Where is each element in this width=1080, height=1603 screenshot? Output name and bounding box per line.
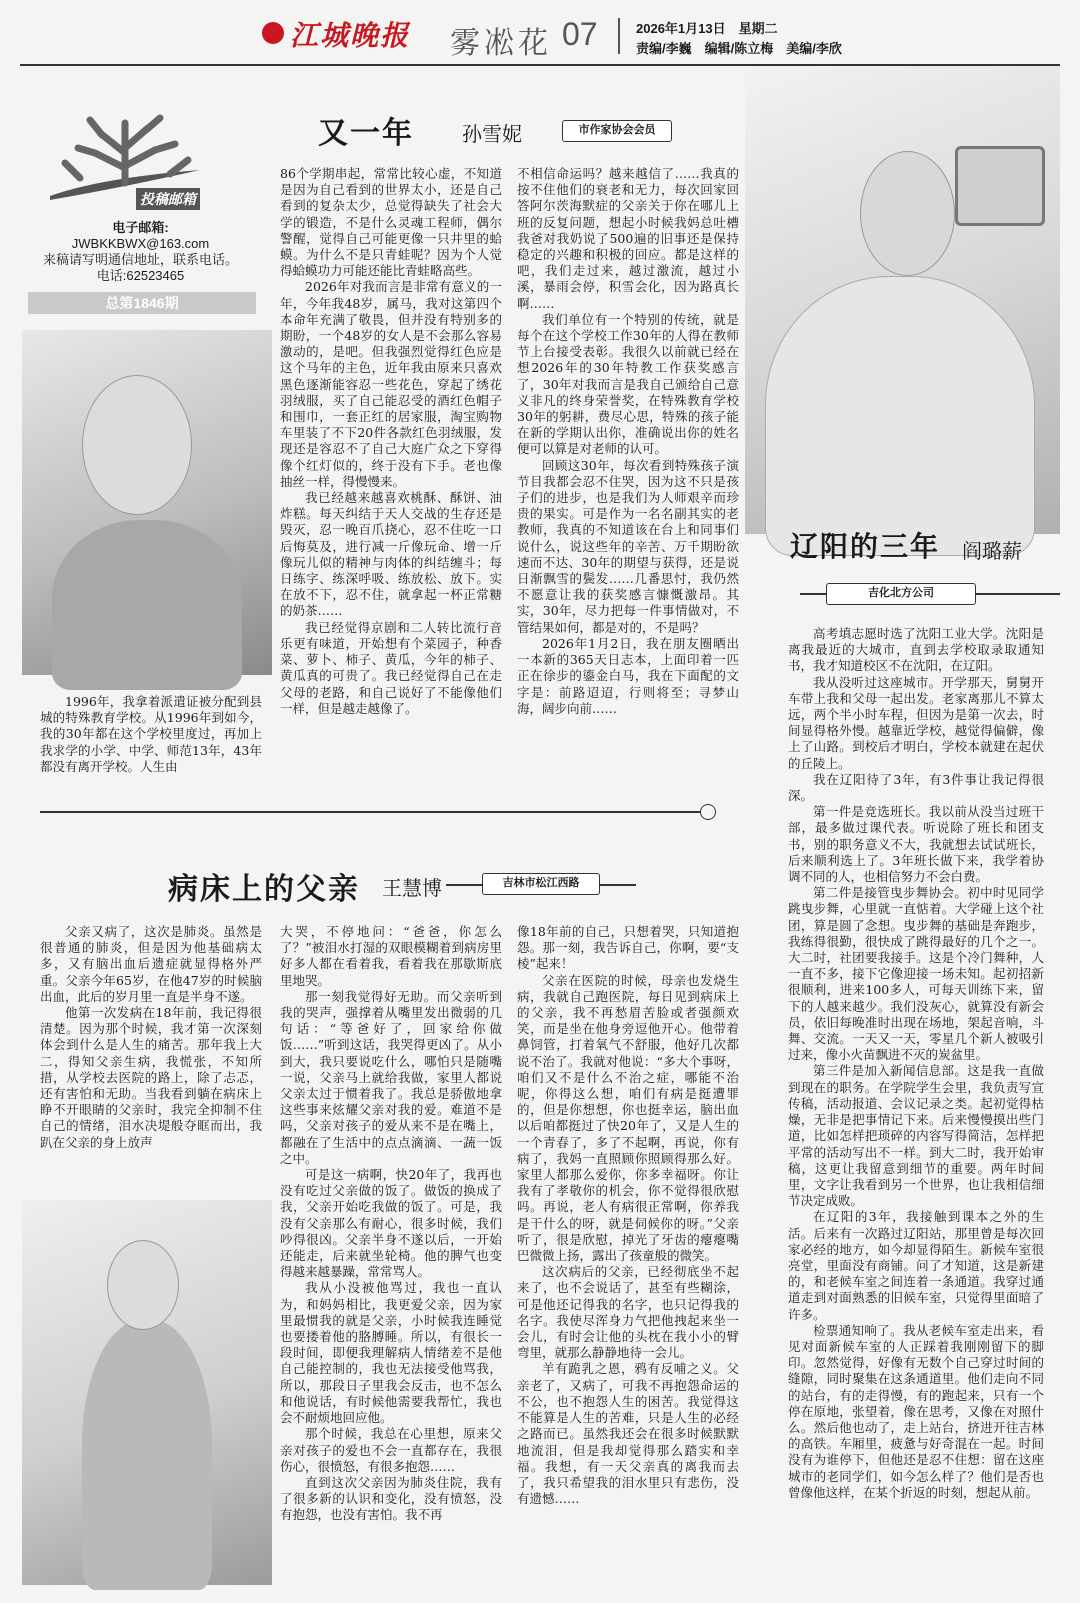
tv-set <box>955 146 1045 226</box>
portrait-face <box>107 1240 179 1330</box>
paragraph: 我已经越来越喜欢桃酥、酥饼、油炸糕。每天纠结于天人交战的生存还是毁灭，忍一晚百爪挠心，忍不住吃一口后悔莫及，进行减一斤像玩命、增一斤像玩儿似的精神与肉体的纠结缠斗；每日练字、练深呼吸、练放松、放下。实在放不下，忍不住，就拿起一杯正常糖的奶茶…… <box>280 490 502 619</box>
divider-circle-icon <box>700 804 716 820</box>
paragraph: 父亲又病了，这次是肺炎。虽然是很普通的肺炎，但是因为他基础病太多，又有脑出血后遗症就显得格外严重。父亲今年65岁，在他47岁的时候脑出血，此后的岁月里一直是半身不遂。 <box>40 924 262 1004</box>
author-tag: 市作家协会会员 <box>562 120 672 142</box>
article-column-1 <box>280 166 502 796</box>
article-column <box>788 626 1044 1586</box>
paragraph: 我从小没被他骂过，我也一直认为，和妈妈相比，我更爱父亲，因为家里最惯我的就是父亲，小时候我连睡觉也要搂着他的胳膊睡。所以，有很长一段时间，即便我理解病人情绪差不是他自己能控制的，我也无法接受他骂我，所以，那段日子里我会反击，也不怎么和他说话，有时候他需要我帮忙，我也会不耐烦地回应他。 <box>280 1280 502 1426</box>
paragraph: 我在辽阳待了3年，有3件事让我记得很深。 <box>788 771 1044 804</box>
paragraph: 第三件是加入新闻信息部。这是我一直做到现在的职务。在学院学生会里，我负责写宣传稿，活动报道、会议记录之类。起初觉得枯燥，无非是把事情记下来。后来慢慢摸出些门道，比如怎样把琐碎的内容写得简洁，怎样把平常的活动写出不一样。到大二时，我开始审稿，这更让我留意到细节的重要。两年时间里，文字让我看到另一个世界，也让我相信细节决定成败。 <box>788 1063 1044 1209</box>
issue-date: 2026年1月13日 星期二 <box>636 21 778 36</box>
paragraph: 我已经觉得京剧和二人转比流行音乐更有味道，开始想有个菜园子，种香菜、萝卜、柿子、黄瓜，今年的柿子、黄瓜真的可贵了。我已经觉得自己在走父母的老路，和自己说好了不能像他们一样，但是越走越像了。 <box>280 619 502 716</box>
paragraph: 大哭，不停地问：“爸爸，你怎么了？”被泪水打湿的双眼模糊着到病房里好多人都在看着我，看着我在那歇斯底里地哭。 <box>280 924 502 988</box>
portrait-body <box>52 520 242 690</box>
section-divider <box>40 811 710 813</box>
paragraph: 第二件是接管曳步舞协会。初中时见同学跳曳步舞，心里就一直惦着。大学碰上这个社团，算是圆了念想。曳步舞的基础是奔跑步，我练得很勤，很快成了跳得最好的几个之一。大二时，社团要我接手。这是个冷门舞种，人一直不多，接下它像迎接一场未知。起初招新很顺利，进来100多人，可每天训练下来，留下的人越来越少。我们没灰心，就算没有新会员，依旧每晚准时出现在场地，架起音响，斗舞、交流。一天又一天，零星几个新人被吸引过来，像小火苗飘进不灭的炭盆里。 <box>788 885 1044 1063</box>
author-portrait-wang <box>22 1200 272 1585</box>
portrait-face <box>860 151 955 276</box>
portrait-face <box>82 375 192 515</box>
article-column-2 <box>517 166 739 796</box>
paragraph: 检票通知响了。我从老候车室走出来，看见对面新候车室的人正踩着我刚刚留下的脚印。忽然觉得，好像有无数个自己穿过时间的缝隙，同时聚集在这条通道里。他们走向不同的站台，有的走得慢，有的跑起来，只有一个停在原地，张望着，像在思考，又像在对照什么。然后他也动了，走上站台，挤进开往吉林的高铁。车厢里，疲惫与好奇混在一起。时间没有为谁停下，但他还是忍不住想：留在这座城市的老同学们，如今怎么样了？他们是否也曾像他这样，在某个折返的时刻，想起从前。 <box>788 1322 1044 1500</box>
portrait-body <box>82 1320 212 1590</box>
masthead <box>0 0 1080 66</box>
article-column-1 <box>40 924 262 1150</box>
paragraph: 我从没听过这座城市。开学那天，舅舅开车带上我和父母一起出发。老家离那儿不算太远，两个半小时车程，但因为是第一次去，时间显得格外慢。越靠近学校，越觉得偏僻，像上了山路。到校后才明白，学校本就建在起伏的丘陵上。 <box>788 674 1044 771</box>
article-column-2 <box>280 924 502 1584</box>
paragraph: 他第一次发病在18年前，我记得很清楚。因为那个时候，我才第一次深刻体会到什么是人生的痛苦。那年我上大二，得知父亲生病，我慌张，不知所措，从学校去医院的路上，除了忐忑，还有害怕和无助。当我看到躺在病床上睁不开眼睛的父亲时，我完全抑制不住自己的情绪，泪水决堤般夺眶而出，我趴在父亲的身上放声 <box>40 1005 262 1150</box>
lead-paragraph: 1996年，我拿着派遣证被分配到县城的特殊教育学校。从1996年到如今，我的30年都在这个学校里度过，再加上我求学的小学、中学、师范13年，43年都没有离开学校。人生由 <box>40 694 262 774</box>
paragraph: 第一件是竞选班长。我以前从没当过班干部，最多做过课代表。听说除了班长和团支书，别的职务意义不大，我就想去试试班长，后来顺利选上了。3年班长做下来，我学着协调不同的人，也相信努力不会白费。 <box>788 804 1044 885</box>
paragraph: 不相信命运吗？越来越信了……我真的按不住他们的衰老和无力，每次回家回答阿尔茨海默症的父亲关于你在哪儿上班的反复问题，想起小时候我妈总吐槽我爸对我奶说了500遍的旧事还是保持稳定的兴趣和积极的回应。都是这样的吧，我们走过来，越过激流，越过小溪，暴雨会停，积雪会化，因为路真长啊…… <box>517 166 739 311</box>
paragraph: 像18年前的自己，只想着哭，只知道抱怨。那一刻，我告诉自己，你啊，要“支棱”起来！ <box>517 924 739 972</box>
paragraph: 高考填志愿时选了沈阳工业大学。沈阳是离我最近的大城市，直到去学校取录取通知书，我才知道校区不在沈阳，在辽阳。 <box>788 626 1044 674</box>
author-tag: 吉化北方公司 <box>826 583 976 605</box>
paragraph: 这次病后的父亲，已经彻底坐不起来了，也不会说话了，甚至有些糊涂，可是他还记得我的名字，也只记得我的名字。我使尽浑身力气把他拽起来坐一会儿，有时会让他的头枕在我小小的臂弯里，就那么静静地待一会儿。 <box>517 1264 739 1361</box>
editors: 责编/李巍 编辑/陈立梅 美编/李欣 <box>636 41 842 56</box>
paragraph: 父亲在医院的时候，母亲也发烧生病，我就自己跑医院，每日见到病床上的父亲，我不再愁眉苦脸或者强颜欢笑，而是坐在他身旁逗他开心。他带着鼻饲管，打着氧气不舒服，他好几次都说不治了。我就对他说：“多大个事呀，咱们又不是什么不治之症，哪能不治呢，你得这么想，咱们有病是挺遭罪的，但是你想想，你也挺幸运，脑出血以后咱都挺过了快20年了，又是人生的一个青春了，多了不起啊，再说，你有病了，我妈一直照顾你照顾得那么好。家里人都那么爱你，你多幸福呀。你让我有了孝敬你的机会，你不觉得很欣慰吗。再说，老人有病很正常啊，你养我是干什么的呀，就是伺候你的呀。”父亲听了，很是欣慰，掉光了牙齿的瘪瘪嘴巴微微上扬，露出了孩童般的微笑。 <box>517 972 739 1264</box>
article-title: 辽阳的三年 <box>790 530 941 563</box>
author-portrait-sun <box>22 330 272 675</box>
paragraph: 那一刻我觉得好无助。而父亲听到我的哭声，强撑着从嘴里发出微弱的几句话：“等爸好了，回家给你做饭……”听到这话，我哭得更凶了。从小到大，我只要说吃什么，哪怕只是随嘴一说，父亲马上就给我做，家里人都说父亲太过于惯着我了。我总是骄傲地拿这些事来炫耀父亲对我的爱。难道不是吗，父亲对孩子的爱从来不是在嘴上，都融在了生活中的点点滴滴、一蔬一饭之中。 <box>280 988 502 1166</box>
paragraph: 直到这次父亲因为肺炎住院，我有了很多新的认识和变化，没有愤怒，没有抱怨，也没有害怕。我不再 <box>280 1474 502 1523</box>
author-portrait-yan <box>745 66 1060 534</box>
paragraph: 回顾这30年，每次看到特殊孩子演节目我都会忍不住哭，因为这不只是孩子们的进步，也是我们为人师艰辛而珍贵的果实。可是作为一名名副其实的老教师，我真的不知道该在台上和同事们说什么，说这些年的辛苦、万千期盼欲速而不达、30年的期望与获得，还是说日渐飘雪的鬓发……几番思忖，我仍然不愿意让我的获奖感言慷慨激昂。其实，30年，尽力把每一件事情做对，不管结果如何，都是对的，不是吗？ <box>517 457 739 635</box>
article-column-3 <box>517 924 739 1584</box>
article-author: 王慧博 <box>382 876 442 900</box>
section-name: 雾凇花 <box>450 26 552 61</box>
article-author: 阎璐薪 <box>962 539 1022 563</box>
email-address: JWBKKBWX@163.com <box>71 236 210 251</box>
paragraph: 2026年对我而言是非常有意义的一年，今年我48岁，属马，我对这第四个本命年充满了敬畏，但并没有特别多的期盼，一个48岁的女人是不会那么容易激动的，是吧。但我强烈觉得红色应是这个马年的主色，近年我由原来只喜欢黑色逐渐能容忍一些花色，穿起了绣花羽绒服，买了自己能忍受的酒红色帽子和围巾，一套正红的居家服，淘宝购物车里装了不下20件各款红色羽绒服，发现还是容忍不了自己大庭广众之下穿得像个红灯似的，终于没有下手。老也像抽丝一样，得慢慢来。 <box>280 279 502 489</box>
article-title: 又一年 <box>318 116 414 151</box>
portrait-body <box>765 276 1035 556</box>
paragraph: 那个时候，我总在心里想，原来父亲对孩子的爱也不会一直都存在，我很伤心，很愤怒，有很多抱怨…… <box>280 1426 502 1474</box>
contact-info <box>28 220 253 284</box>
issue-number: 总第1846期 <box>28 292 256 314</box>
paragraph: 2026年1月2日，我在朋友圈晒出一本新的365天日志本，上面印着一匹正在徐步的鎏金白马，我在下面配的文字是：前路迢迢，行则将至；寻梦山海，阔步向前…… <box>517 635 739 716</box>
paragraph: 我们单位有一个特别的传统，就是每个在这个学校工作30年的人得在教师节上台接受表彰。我很久以前就已经在想2026年的30年特教工作获奖感言了，30年对我而言是我自己颁给自己意义非凡的终身荣誉奖，在特殊教育学校30年的躬耕，费尽心思，特殊的孩子能在新的学期认出你，准确说出你的姓名便可以算是对老师的认可。 <box>517 311 739 457</box>
article-author: 孙雪妮 <box>462 122 522 146</box>
article-title: 病床上的父亲 <box>168 872 360 907</box>
brand-logo-icon <box>262 22 284 44</box>
email-label: 电子邮箱: <box>112 220 169 235</box>
mailbox-title: 投稿邮箱 <box>136 188 200 210</box>
paragraph: 可是这一病啊，快20年了，我再也没有吃过父亲做的饭了。做饭的换成了我，父亲开始吃我做的饭了。可是，我没有父亲那么有耐心，很多时候，我们吵得很凶。父亲半身不遂以后，一开始还能走，后来就坐轮椅。他的脾气也变得越来越暴躁，常常骂人。 <box>280 1167 502 1280</box>
article-lead <box>40 694 262 794</box>
masthead-divider <box>618 18 620 54</box>
submission-note: 来稿请写明通信地址，联系电话。 <box>42 252 238 267</box>
paragraph: 羊有跪乳之恩，鸦有反哺之义。父亲老了，又病了，可我不再抱怨命运的不公，也不抱怨人生的困苦。我觉得这不能算是人生的苦难，只是人生的必经之路而已。虽然我还会在很多时候默默地流泪，但是我却觉得那么踏实和幸福。我想，有一天父亲真的离我而去了，我只希望我的泪水里只有悲伤，没有遗憾…… <box>517 1361 739 1507</box>
phone-number: 电话:62523465 <box>96 268 185 283</box>
author-tag: 吉林市松江西路 <box>482 873 600 895</box>
page-number: 07 <box>562 16 598 52</box>
paragraph: 在辽阳的3年，我接触到课本之外的生活。后来有一次路过辽阳站，那里曾是每次回家必经的地方，如今却显得陌生。新候车室很亮堂，里面没有商铺。问了才知道，这是新建的，和老候车室之间连着一条通道。我穿过通道走到对面熟悉的旧候车室，只觉得里面暗了许多。 <box>788 1209 1044 1322</box>
paragraph: 86个学期串起，常常比较心虚，不知道是因为自己看到的世界太小，还是自己看到的复杂太少，总觉得缺失了社会大学的锻造，不是什么灵魂工程师，偶尔警醒，觉得自己可能更像一只井里的蛤蟆。为什么不是只青蛙呢？因为个人觉得蛤蟆功力可能还能比青蛙略高些。 <box>280 166 502 279</box>
newspaper-logo: 江城晚报 <box>290 19 411 52</box>
